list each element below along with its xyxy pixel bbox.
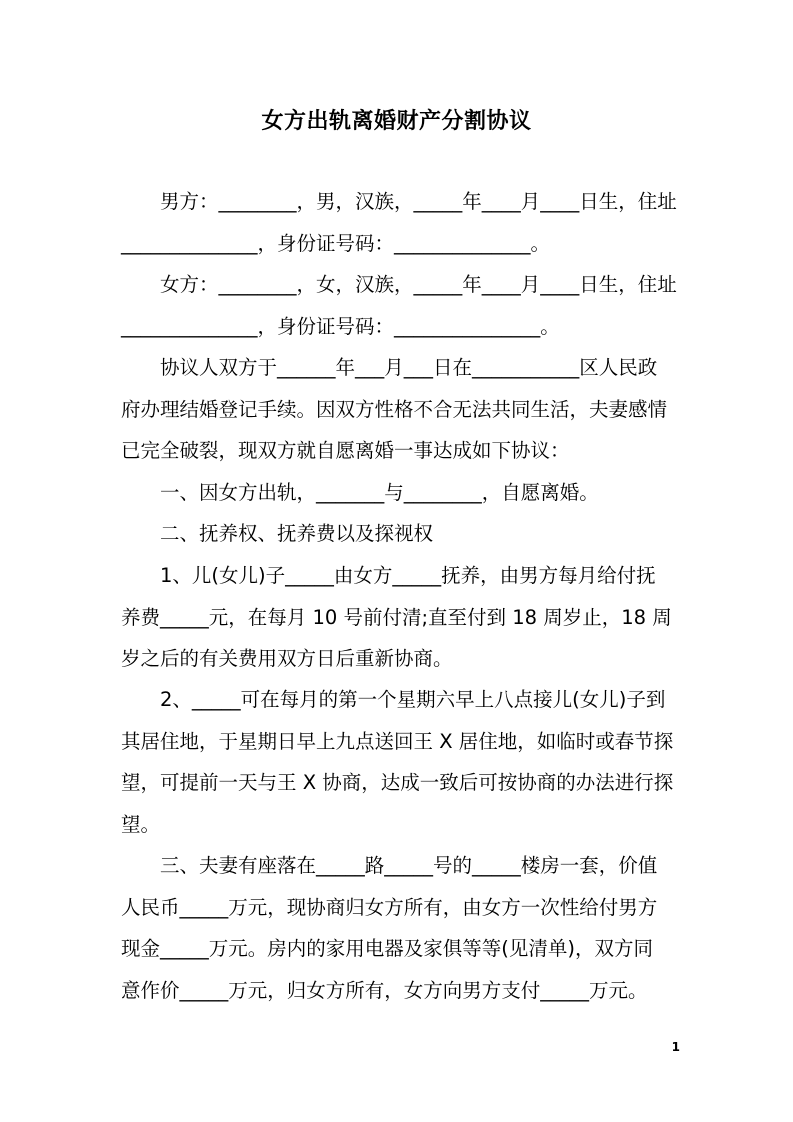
paragraph-line: 意作价_____万元，归女方所有，女方向男方支付_____万元。: [121, 979, 648, 1002]
paragraph-line: 协议人双方于______年___月___日在___________区人民政: [160, 356, 658, 379]
paragraph-line: 一、因女方出轨，_______与________，自愿离婚。: [160, 481, 599, 504]
paragraph-line: 其居住地，于星期日早上九点送回王 X 居住地，如临时或春节探: [121, 730, 674, 753]
paragraph-line: 三、夫妻有座落在_____路_____号的_____楼房一套，价值: [160, 854, 658, 877]
document-title: 女方出轨离婚财产分割协议: [261, 109, 532, 134]
paragraph-line: 男方：________，男，汉族，_____年____月____日生，住址: [160, 190, 677, 213]
paragraph-line: 现金_____万元。房内的家用电器及家俱等等(见清单)，双方同: [121, 937, 653, 960]
paragraph-line: 府办理结婚登记手续。因双方性格不合无法共同生活，夫妻感情: [121, 398, 668, 421]
section-heading: 二、抚养权、抚养费以及探视权: [160, 522, 434, 545]
paragraph-line: 养费_____元，在每月 10 号前付清;直至付到 18 周岁止，18 周: [121, 606, 672, 629]
paragraph-line: 望。: [121, 813, 161, 836]
paragraph-line: 已完全破裂，现双方就自愿离婚一事达成如下协议：: [121, 439, 570, 462]
paragraph-line: 2、_____可在每月的第一个星期六早上八点接儿(女儿)子到: [160, 688, 666, 711]
paragraph-line: ______________，身份证号码：_______________。: [121, 315, 560, 338]
paragraph-line: 女方：________，女，汉族，_____年____月____日生，住址: [160, 273, 677, 296]
paragraph-line: ______________，身份证号码：______________。: [121, 232, 551, 255]
paragraph-line: 1、儿(女儿)子_____由女方_____抚养，由男方每月给付抚: [160, 564, 656, 587]
paragraph-line: 望，可提前一天与王 X 协商，达成一致后可按协商的办法进行探: [121, 771, 674, 794]
page-number: 1: [671, 1040, 680, 1054]
paragraph-line: 人民币_____万元，现协商归女方所有，由女方一次性给付男方: [121, 896, 658, 919]
paragraph-line: 岁之后的有关费用双方日后重新协商。: [121, 647, 453, 670]
